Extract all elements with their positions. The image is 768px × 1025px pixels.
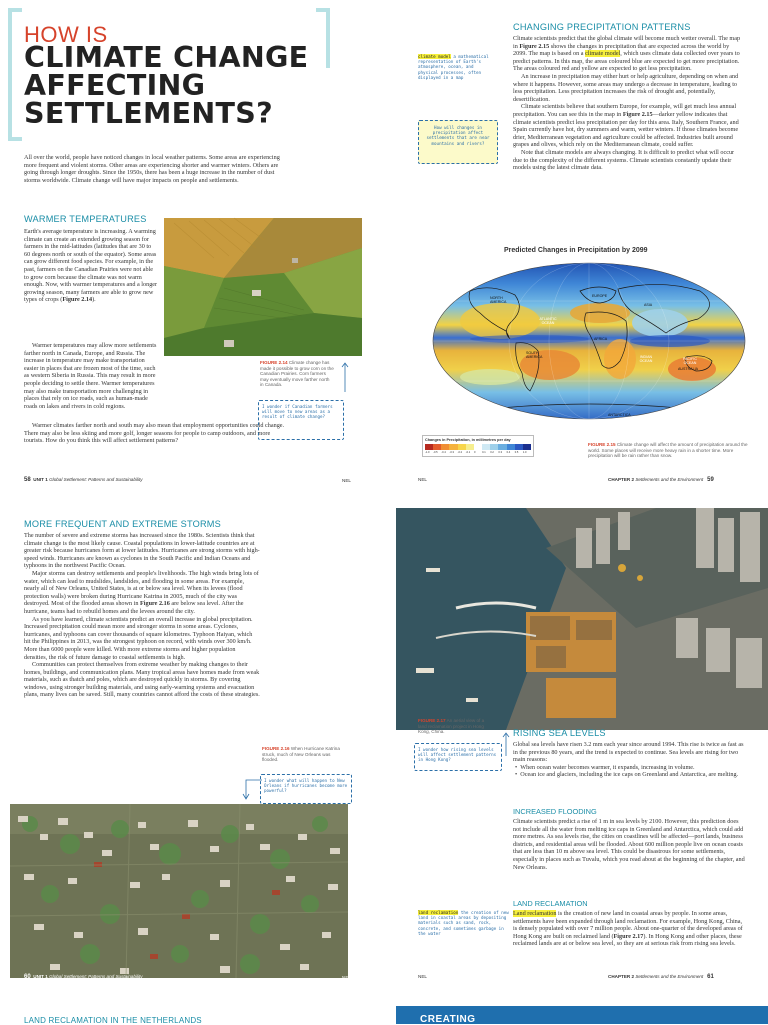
figure-2-15-caption: FIGURE 2.15 Climate change will affect the amount of precipitation around the world. Some places will receive more heavy rain in a shorter time. More precipitation will be rain rather than snow. (588, 442, 748, 459)
page-number-59: 59 (707, 477, 714, 483)
warmer-p2: Warmer temperatures may allow more settlements farther north in Canada, Europe, and Russia. The increase in temperature may make transportation easier in places that are frozen most of the time, such as western Siberia in Russia. This may result in more people deciding to settle there. Warmer temperatures may also make transportation more challenging in places that rely on ice roads, such as human-made roads on lakes and rivers in cold regions. (24, 342, 157, 410)
map-legend: Changes in Precipitation, in millimetres per day -1.0 -0.5 -0.4 -0.3 -0.2 -0.1 0 0.1 0.2 0.3 0.4 0.5 1.0 (422, 435, 534, 457)
heading-increased-flooding: INCREASED FLOODING (513, 807, 597, 816)
warmer-text-column: Earth's average temperature is increasing. A warming climate can create an extended growing season for farmers in the mid-latitudes (latitudes that are 30 to 60 degrees north or south of the equator). Some areas can grow different food species. For example, in the past, farmers on the Canadian Prairies were not able to grow corn because the climate was not warm enough. Now, with warmer temperatures and a longer growing season, many farmers are able to grow new types of crops (Figure 2.14). (24, 228, 158, 304)
heading-warmer-temperatures: WARMER TEMPERATURES (24, 214, 147, 224)
precip-text: Climate scientists predict that the global climate will become much wetter overall. The map in Figure 2.15 shows the changes in precipitation that are expected across the world by 2099. The map is based on a climate model, which uses climate data collected over years to predict patterns. In this map, the areas coloured blue are expected to get more precipitation. The areas coloured red and yellow are expected to get less precipitation. An increase in precipitation may either hurt or help agriculture, depending on when and where it happens. However, some areas may undergo a decrease in temperature, leading to less precipitation. Less precipitation increases the risk of drought and, potentially, desertification. Climate scientists believe that southern Europe, for example, will get much less annual precipitation. You can see this in the map in Figure 2.15—darker yellow indicates that climate scientists predict less precipitation per day for this area. Italy, Southern France, and Spain currently have hot, dry summers and warm, wetter winters. If those climates become drier, Mediterranean vegetation and agriculture could be affected. Industries built around grapes and olives, which rely on the Mediterranean climate, could suffer. Note that climate models are always changing. It is difficult to predict what will occur due to the complexity of the different systems. Climate scientists constantly update their models using the latest climate data. (513, 35, 741, 172)
spread-separator (0, 494, 768, 508)
footer-left: 58 UNIT 1 Global Settlement: Patterns and Sustainability NEL (24, 477, 351, 483)
page-number-58: 58 (24, 477, 31, 483)
question-box: How will changes in precipitation affect settlements that are near mountains and rivers? (418, 120, 498, 164)
figure-2-17-caption: FIGURE 2.17 An aerial view of a land reclamation project in Hong Kong, China. (418, 718, 485, 735)
note-214: I wonder if Canadian farmers will move to new areas as a result of climate change? (262, 404, 333, 420)
page-title: CLIMATE CHANGE AFFECTING SETTLEMENTS? (24, 41, 309, 130)
note-bubble-217 (414, 743, 502, 771)
map-label-north-america: NORTH AMERICA (490, 296, 507, 304)
note-bubble-216 (260, 774, 352, 804)
heading-changing-precipitation: CHANGING PRECIPITATION PATTERNS (513, 22, 691, 32)
next-spread-heading-right: CREATING (420, 1014, 476, 1025)
warmer-p3: Warmer climates farther north and south may also mean that employment opportunities could change. There may also be less skiing and more golf, longer seasons for people to camp outdoors, and more tourists. How do you think this will affect settlement patterns? (24, 422, 285, 445)
map-label-south-america: SOUTH AMERICA (526, 351, 543, 359)
map-label-europe: EUROPE (592, 294, 608, 298)
map-label-indian: INDIAN OCEAN (639, 355, 653, 363)
map-label-atlantic: ATLANTIC OCEAN (539, 317, 557, 325)
heading-storms: MORE FREQUENT AND EXTREME STORMS (24, 519, 221, 529)
top-spread (0, 0, 768, 492)
photo-corn-field (164, 218, 362, 356)
note-217: I wonder how rising sea levels will affect settlement patterns in Hong Kong? (418, 747, 497, 763)
page-number-60: 60 (24, 974, 31, 980)
photo-new-orleans-flood (10, 804, 351, 980)
footer-left-2: 60 UNIT 1 Global Settlement: Patterns and Sustainability NEL (24, 974, 351, 980)
figure-2-16-caption: FIGURE 2.16 When Hurricane Katrina struck, much of New Orleans was flooded. (262, 746, 340, 763)
title-small: HOW IS (24, 22, 108, 47)
glossary-land-reclamation: land reclamation the creation of new land in coastal areas by depositing materials such as sand, rock, concrete, and sometimes garbage in the water (418, 910, 509, 936)
map-label-australia: AUSTRALIA (678, 367, 698, 371)
figure-2-14-caption: FIGURE 2.14 Climate change has made it possible to grow corn on the Canadian Prairies. Corn farmers may eventually move farther north in Canada. (260, 360, 334, 388)
map-label-africa: AFRICA (594, 337, 608, 341)
page-number-61: 61 (707, 974, 714, 980)
map-label-pacific: PACIFIC OCEAN (683, 357, 697, 365)
arrow-icon (502, 732, 510, 760)
storms-text: The number of severe and extreme storms has increased since the 1980s. Scientists think that climate change is the most likely cause. Coastal populations in lower-latitude countries are at greater risk because hurricanes form at lower latitudes. Hurricanes are strong storms with high-speed winds. Hurricanes are known as cyclones in the South Pacific and Indian Oceans and typhoons in the northwest Pacific Ocean. Major storms can destroy settlements and people's livelihoods. The high winds bring lots of water, which can lead to mudslides, landslides, and flooding in some areas. For example, nearly all of New Orleans, United States, is at or below sea level. When its levees (flood protection walls) were broken during Hurricane Katrina in 2005, much of the city was destroyed. Most of the flooded areas shown in Figure 2.16 are below sea level. After the hurricane, teams had to rebuild homes and the levees around the city. As you have learned, climate scientists predict an overall increase in global precipitation. Increased precipitation could mean more and stronger storms in some areas. Cyclones, hurricanes, and typhoons can cover thousands of square kilometres. Typhoon Haiyan, which hit the Philippines in 2013, was the strongest typhoon on record, with winds over 300 km/h. More than 6000 people were killed. With more extreme storms and higher population densities, the risk of future damage to coastal settlements is high. Communities can protect themselves from extreme weather by making changes to their homes, buildings, and communication plans. Many tropical areas have homes made from weak materials, such as thatch and poles, which are destroyed quickly in storms. By covering windows, using stronger building materials, and using early-warning systems and evacuation plans, many lives can be saved. Still, many countries cannot afford the costs of these strategies. (24, 532, 260, 699)
glossary-climate-model: climate model a mathematical representation of Earth's atmosphere, ocean, and physical processes, often displayed in a map (418, 54, 489, 80)
note-bubble-214 (258, 400, 344, 440)
warmer-p1: Earth's average temperature is increasing. A warming climate can create an extended growing season for farmers in the mid-latitudes (latitudes that are 30 to 60 degrees north or south of the equator). Some areas can grow different food species. For example, in the past, farmers on the Canadian Prairies were not able to grow corn because the climate was not warm enough. Now, with warmer temperatures and a longer growing season, many farmers are able to grow new types of crops ( (24, 228, 158, 304)
footer-right-2: NEL CHAPTER 2 Settlements and the Environment 61 (418, 974, 714, 980)
precipitation-map (418, 243, 746, 465)
flooding-text: Climate scientists predict a rise of 1 m in sea levels by 2100. However, this prediction does not include all the water from melting ice caps in Greenland and Antarctica, which could add more metres. As sea levels rise, the cities on coastlines will be affected—port lands, business districts, and residential areas will be flooded. About 600 million people live on ocean coasts that are less than 10 m above sea level. This could be disastrous for some settlements, especially in places such as Tuvalu, which you read about at the beginning of the chapter, and New Orleans. (513, 818, 745, 871)
heading-rising-sea-levels: RISING SEA LEVELS (513, 728, 606, 738)
arrow-icon (341, 362, 349, 396)
ref-fig-214: Figure 2.14 (62, 296, 93, 304)
next-spread-heading-left: LAND RECLAMATION IN THE NETHERLANDS (24, 1016, 202, 1025)
map-title: Predicted Changes in Precipitation by 2099 (504, 247, 648, 254)
next-spread-banner (396, 1006, 768, 1024)
photo-hong-kong-reclamation (396, 508, 768, 730)
sea-text: Global sea levels have risen 3.2 mm each year since around 1994. This rise is twice as fast as in the previous 80 years, and the trend is expected to continue. Sea levels are rising for two main reasons: • When ocean water becomes warmer, it expands, increasing in volume. • Ocean ice and glaciers, including the ice caps on Greenland and Antarctica, are melting. (513, 741, 744, 779)
map-label-antarctica: ANTARCTICA (608, 413, 631, 417)
intro-paragraph: All over the world, people have noticed changes in local weather patterns. Some areas are experiencing more frequent and violent storms. Other areas are experiencing shorter and warmer winters. Others are going through longer droughts. Since the 1950s, there has been a huge increase in the number of dust storms worldwide. Climate change will have major impacts on people and settlements. (24, 154, 280, 184)
bottom-spread (0, 508, 768, 984)
note-216: I wonder what will happen to New Orleans if hurricanes become more powerful? (264, 778, 348, 794)
map-label-asia: ASIA (644, 303, 653, 307)
reclamation-text: Land reclamation is the creation of new land in coastal areas by people. In some areas, settlements have been expanded through land reclamation. For example, Hong Kong, China, is densely populated with over 7 million people. About one-quarter of the developed areas of Hong Kong are built on reclaimed land (Figure 2.17). In Hong Kong and other places, these reclaimed lands are at or below sea level, so they are at serious risk from rising sea levels. (513, 910, 743, 948)
world-map-graphic (430, 261, 748, 421)
heading-land-reclamation: LAND RECLAMATION (513, 899, 588, 908)
footer-right: NEL CHAPTER 2 Settlements and the Environment 59 (418, 477, 714, 483)
